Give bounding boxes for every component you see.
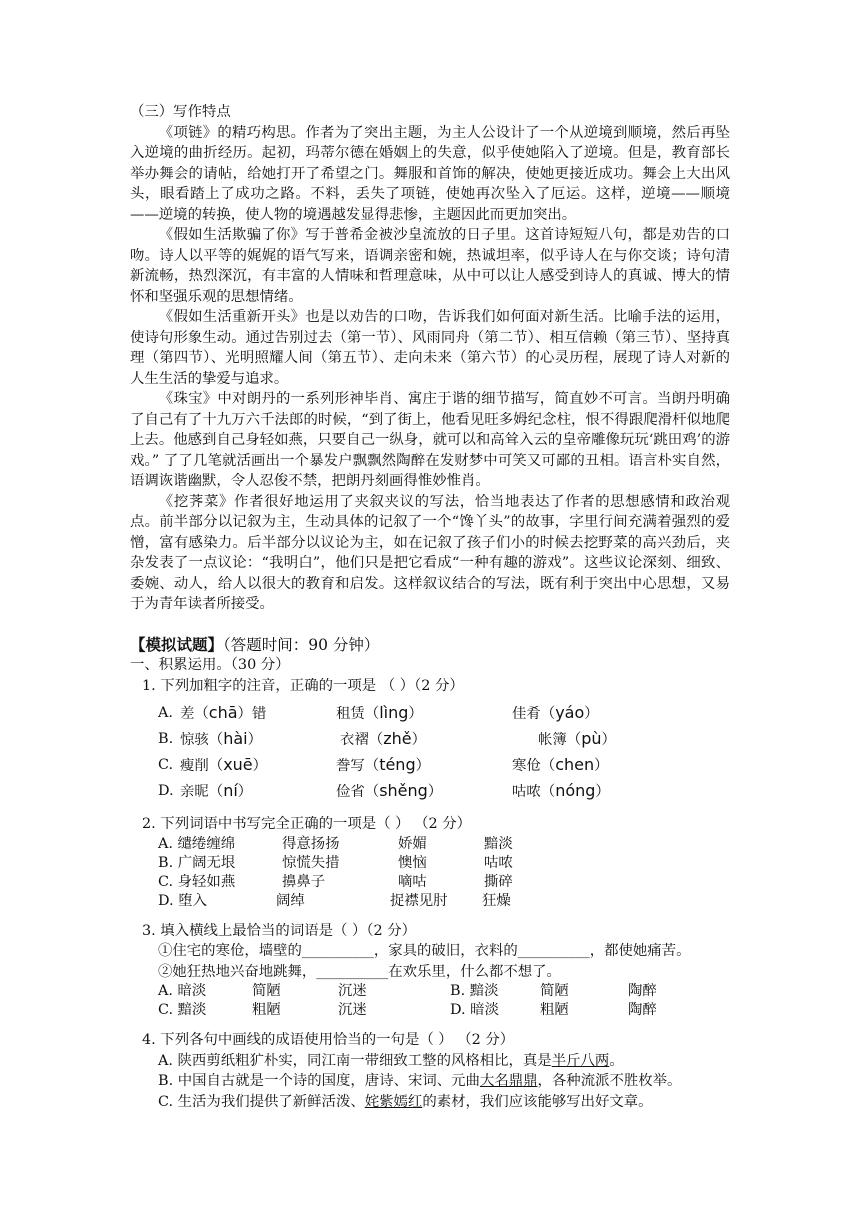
q1-option-b: B. 惊骇（hài） 衣褶（zhě） 帐簿（pù）: [158, 729, 616, 748]
q3-options-row-2: C. 黯淡 粗陋 沉迷 D. 暗淡 粗陋 陶醉: [158, 1002, 657, 1018]
q2-option-c: C. 身轻如燕 擤鼻子 嘀咕 撕碎: [158, 873, 513, 890]
q4-option-a: A. 陕西剪纸粗犷朴实，同江南一带细致工整的风格相比，真是半斤八两。: [158, 1052, 624, 1069]
question-3-body: [130, 941, 730, 1020]
q2-option-d: D. 堕入 阔绰 捉襟见肘 狂燥: [158, 892, 511, 909]
paragraph-life-restart: 《假如生活重新开头》也是以劝告的口吻，告诉我们如何面对新生活。比喻手法的运用，使诗句形象生动。通过告别过去（第一节）、风雨同舟（第二节）、相互信赖（第三节）、坚持真理（第四节）、光明照耀人间（第五节）、走向未来（第六节）的心灵历程，展现了诗人对新的人生生活的挚爱与追求。: [130, 309, 730, 387]
question-1-options: [130, 700, 730, 804]
question-4-options: [130, 1051, 730, 1113]
q3-sentence-1: ①住宅的寒伧，墙壁的__________，家具的破旧，衣料的__________，都使她痛苦。: [158, 943, 691, 959]
paragraph-life-deceived: 《假如生活欺骗了你》写于普希金被沙皇流放的日子里。这首诗短短八句，都是劝告的口吻。诗人以平等的娓娓的语气写来，语调亲密和婉，热诚坦率，似乎诗人在与你交谈；诗句清新流畅，热烈深沉，有丰富的人情味和哲理意味，从中可以让人感受到诗人的真诚、博大的情怀和坚强乐观的思想情绪。: [130, 227, 730, 305]
q4-option-c: C. 生活为我们提供了新鲜活泼、姹紫嫣红的素材，我们应该能够写出好文章。: [158, 1093, 653, 1110]
q3-sentence-2: ②她狂热地兴奋地跳舞，__________在欢乐里，什么都不想了。: [158, 963, 561, 980]
q1-option-c: C. 瘦削（xuē） 誊写（téng） 寒伧（chen）: [158, 755, 609, 774]
q4-option-b: B. 中国自古就是一个诗的国度，唐诗、宋词、元曲大名鼎鼎，各种流派不胜枚举。: [158, 1073, 682, 1089]
question-2-options: [130, 835, 730, 911]
mock-exam-time: （答题时间：90 分钟）: [223, 635, 380, 654]
section-title: （三）写作特点: [130, 104, 231, 120]
paragraph-necklace: 《项链》的精巧构思。作者为了突出主题，为主人公设计了一个从逆境到顺境，然后再坠入逆境的曲折经历。起初，玛蒂尔德在婚姻上的失意，似乎使她陷入了逆境。但是，教育部长举办舞会的请帖，给她打开了希望之门。舞服和首饰的解决，使她更接近成功。舞会上大出风头，眼看踏上了成功之路。不料，丢失了项链，使她再次坠入了厄运。这样，逆境——顺境——逆境的转换，使人物的境遇越发显得悲惨，主题因此而更加突出。: [130, 124, 730, 223]
question-2-stem: 2. 下列词语中书写完全正确的一项是（ ） （2 分）: [142, 816, 471, 832]
q4-underlined-idiom-b: 大名鼎鼎: [479, 1073, 538, 1089]
q1-option-d: D. 亲昵（ní） 俭省（shěng） 咕哝（nóng）: [158, 781, 610, 800]
document-page: [130, 102, 730, 1112]
paragraph-wild-herbs: 《挖荠菜》作者很好地运用了夹叙夹议的写法，恰当地表达了作者的思想感情和政治观点。前半部分以记叙为主，生动具体的记叙了一个“馋丫头”的故事，字里行间充满着强烈的爱憎，富有感染力。后半部分以议论为主，如在记叙了孩子们小的时候去挖野菜的高兴劲后，夹杂发表了一点议论：“我明白”，他们只是把它看成“一种有趣的游戏”。这些议论深刻、细致、委婉、动人，给人以很大的教育和启发。这样叙议结合的写法，既有利于突出中心思想，又易于为青年读者所接受。: [130, 493, 730, 612]
mock-exam-title: 【模拟试题】: [130, 634, 224, 654]
paragraph-jewels: 《珠宝》中对朗丹的一系列形神毕肖、寓庄于谐的细节描写，简直妙不可言。当朗丹明确了自己有了十九万六千法郎的时候，“到了街上，他看见旺多姆纪念柱，恨不得跟爬滑杆似地爬上去。他感到自己身轻如燕，只要自己一纵身，就可以和高耸入云的皇帝雕像玩玩‘跳田鸡’的游戏。” 了了几笔就活画出一个暴发户飘飘然陶醉在发财梦中可笑又可鄙的丑相。语言朴实自然，语调诙谐幽默，令人忍俊不禁，把朗丹刻画得惟妙惟肖。: [130, 391, 730, 489]
q3-options-row-1: A. 暗淡 简陋 沉迷 B. 黯淡 简陋 陶醉: [158, 983, 657, 999]
part-one-heading: 一、积累运用。（30 分）: [130, 657, 290, 673]
question-1-stem: 1. 下列加粗字的注音，正确的一项是 （ ）（2 分）: [142, 677, 464, 694]
q4-underlined-idiom-a: 半斤八两: [551, 1052, 610, 1069]
q1-option-a: A. 差（chā）错 租赁（lìng） 佳肴（yáo）: [158, 703, 599, 722]
mock-exam-heading: [130, 635, 730, 656]
q4-underlined-idiom-c: 姹紫嫣红: [364, 1093, 423, 1110]
q2-option-b: B. 广阔无垠 惊慌失措 懊恼 咕哝: [158, 854, 513, 871]
question-3-stem: 3. 填入横线上最恰当的词语是（ ）（2 分）: [142, 922, 417, 939]
question-4-stem: 4. 下列各句中画线的成语使用恰当的一句是（ ） （2 分）: [142, 1032, 515, 1048]
q2-option-a: A. 缱绻缠绵 得意扬扬 娇媚 黯淡: [158, 835, 513, 852]
